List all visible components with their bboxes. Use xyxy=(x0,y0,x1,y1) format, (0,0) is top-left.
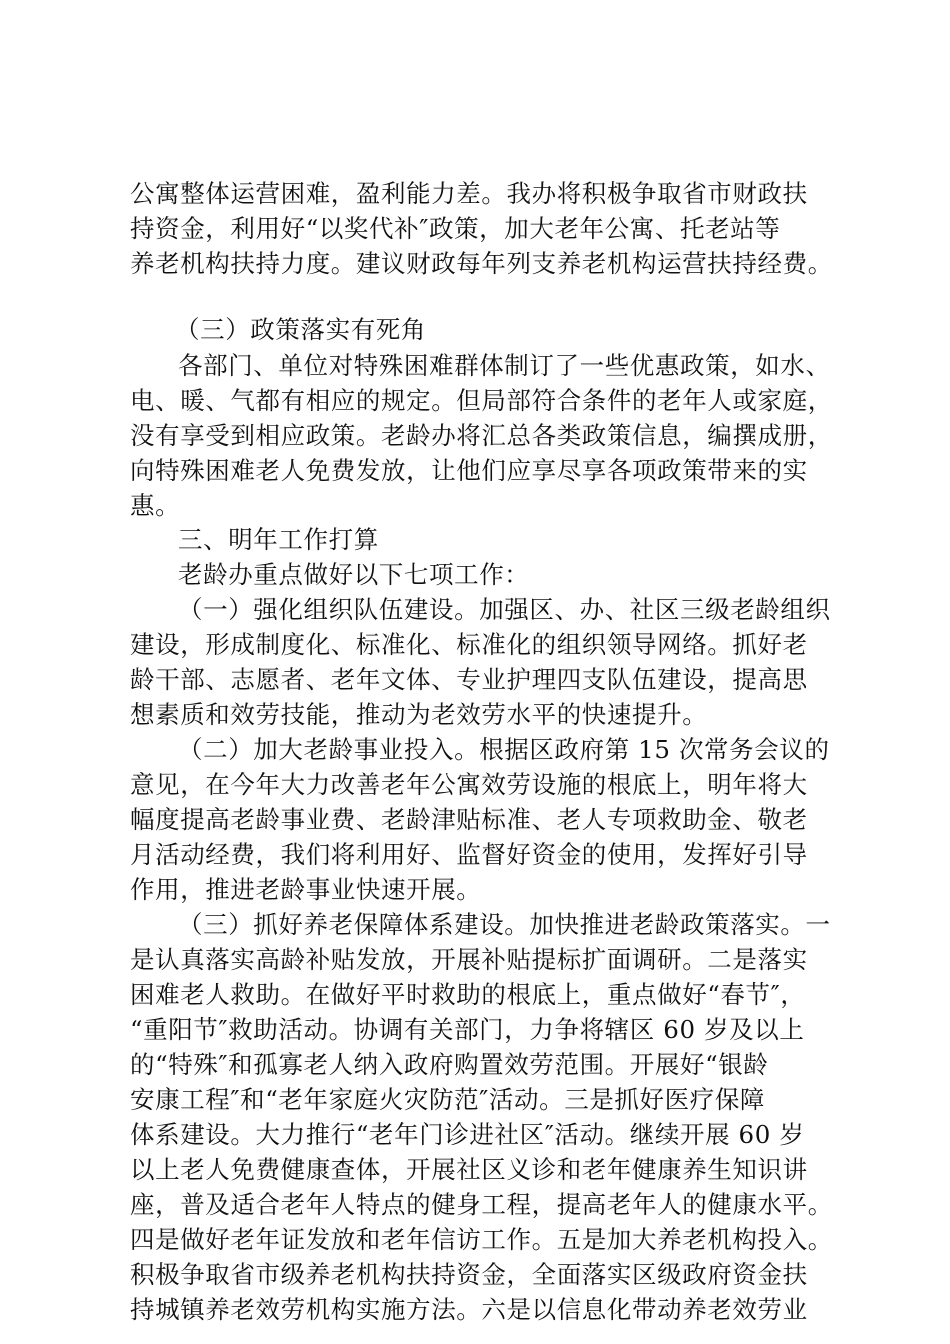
paragraph-line: 是认真落实高龄补贴发放，开展补贴提标扩面调研。二是落实 xyxy=(130,945,808,974)
paragraph-line: 公寓整体运营困难，盈利能力差。我办将积极争取省市财政扶 xyxy=(130,179,808,208)
paragraph-line: （三）抓好养老保障体系建设。加快推进老龄政策落实。一 xyxy=(178,910,831,939)
paragraph-line: （一）强化组织队伍建设。加强区、办、社区三级老龄组织 xyxy=(178,595,831,624)
paragraph-line: 幅度提高老龄事业费、老龄津贴标准、老人专项救助金、敬老 xyxy=(130,805,808,834)
paragraph-line: 安康工程″和“老年家庭火灾防范″活动。三是抓好医疗保障 xyxy=(130,1085,766,1114)
paragraph-line: 座，普及适合老年人特点的健身工程，提高老年人的健康水平。 xyxy=(130,1190,833,1219)
paragraph-line: 电、暖、气都有相应的规定。但局部符合条件的老年人或家庭， xyxy=(130,386,833,415)
paragraph-line: 月活动经费，我们将利用好、监督好资金的使用，发挥好引导 xyxy=(130,840,808,869)
paragraph-line: 养老机构扶持力度。建议财政每年列支养老机构运营扶持经费。 xyxy=(130,249,833,278)
paragraph-line: 持资金，利用好“以奖代补″政策，加大老年公寓、托老站等 xyxy=(130,214,781,243)
paragraph-line: 意见，在今年大力改善老年公寓效劳设施的根底上，明年将大 xyxy=(130,770,808,799)
paragraph-line: 持城镇养老效劳机构实施方法。六是以信息化带动养老效劳业 xyxy=(130,1295,808,1324)
paragraph-line: 向特殊困难老人免费发放，让他们应享尽享各项政策带来的实 xyxy=(130,456,808,485)
paragraph-line: 各部门、单位对特殊困难群体制订了一些优惠政策，如水、 xyxy=(178,351,831,380)
paragraph-line: 惠。 xyxy=(130,491,181,520)
paragraph-line: 的“特殊″和孤寡老人纳入政府购置效劳范围。开展好“银龄 xyxy=(130,1050,769,1079)
paragraph-line: 积极争取省市级养老机构扶持资金，全面落实区级政府资金扶 xyxy=(130,1260,808,1289)
paragraph-line: 体系建设。大力推行“老年门诊进社区″活动。继续开展 60 岁 xyxy=(130,1120,805,1149)
paragraph-line: （二）加大老龄事业投入。根据区政府第 15 次常务会议的 xyxy=(178,735,830,764)
section-heading: 三、明年工作打算 xyxy=(178,525,379,554)
paragraph-line: 想素质和效劳技能，推动为老效劳水平的快速提升。 xyxy=(130,700,708,729)
paragraph-line: 以上老人免费健康查体，开展社区义诊和老年健康养生知识讲 xyxy=(130,1155,808,1184)
paragraph-line: 老龄办重点做好以下七项工作： xyxy=(178,560,530,589)
paragraph-line: “重阳节″救助活动。协调有关部门，力争将辖区 60 岁及以上 xyxy=(130,1015,805,1044)
paragraph-line: 建设，形成制度化、标准化、标准化的组织领导网络。抓好老 xyxy=(130,630,808,659)
paragraph-line: 作用，推进老龄事业快速开展。 xyxy=(130,875,482,904)
paragraph-line: 龄干部、志愿者、老年文体、专业护理四支队伍建设，提高思 xyxy=(130,665,808,694)
paragraph-line: 四是做好老年证发放和老年信访工作。五是加大养老机构投入。 xyxy=(130,1225,833,1254)
paragraph-line: 困难老人救助。在做好平时救助的根底上，重点做好“春节″， xyxy=(130,980,806,1009)
paragraph-line: 没有享受到相应政策。老龄办将汇总各类政策信息，编撰成册， xyxy=(130,421,833,450)
section-heading: （三）政策落实有死角 xyxy=(175,315,426,344)
